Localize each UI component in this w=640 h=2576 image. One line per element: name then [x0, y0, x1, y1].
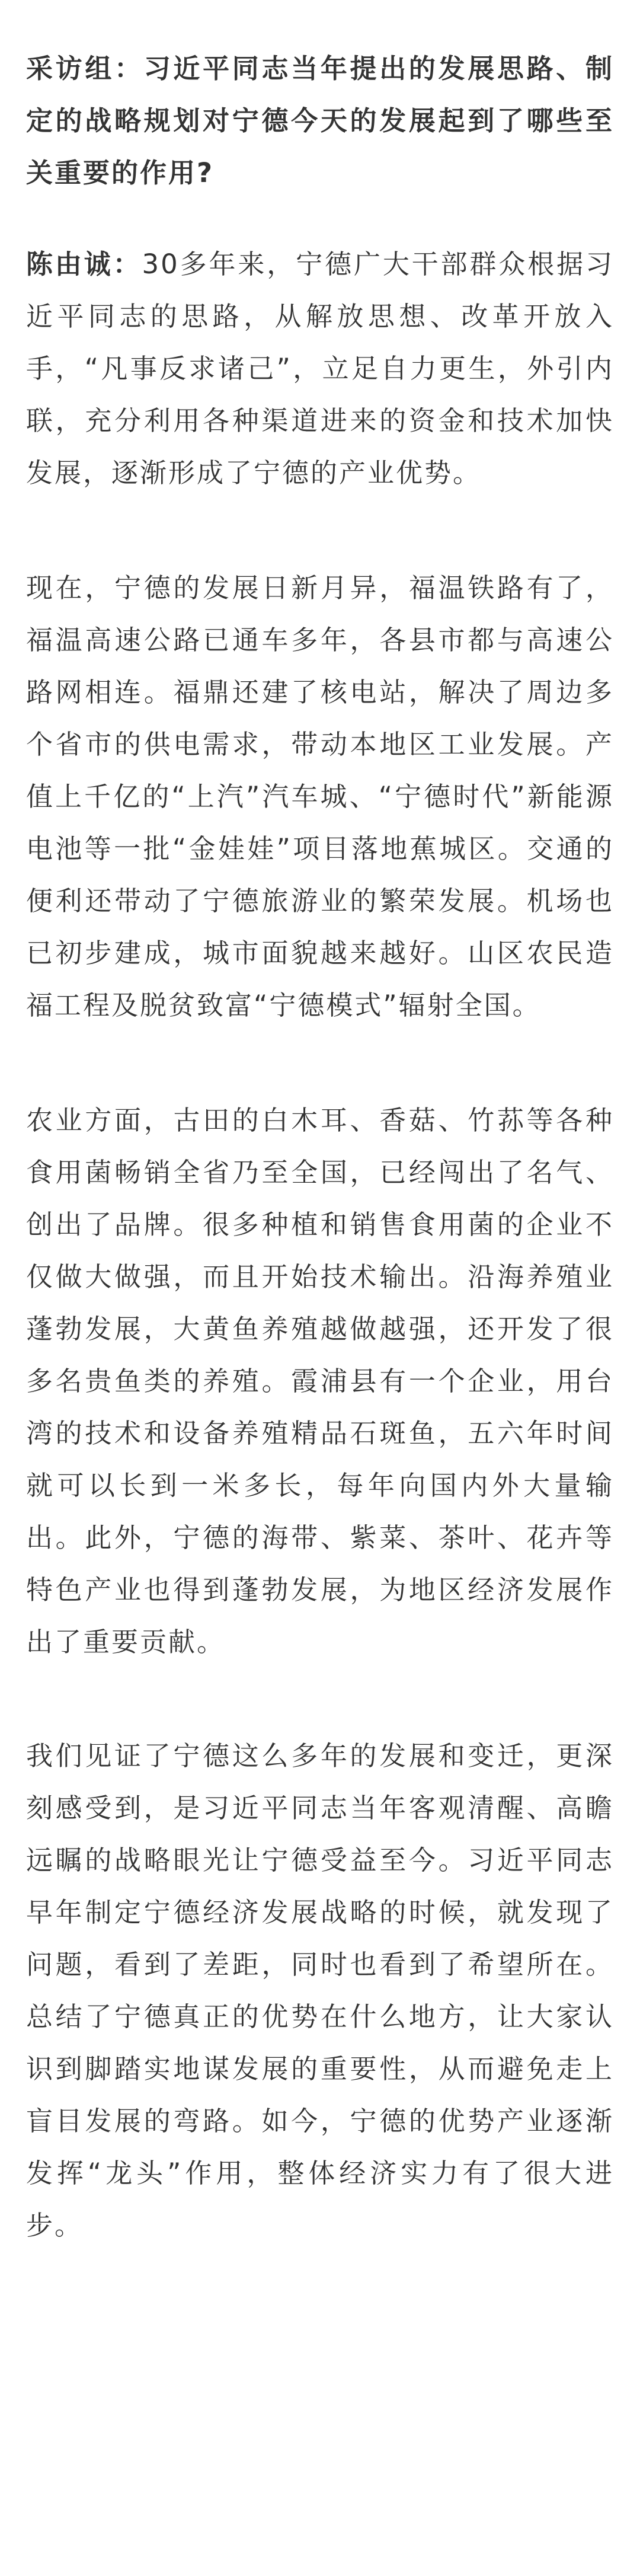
body-paragraph-reflection: 我们见证了宁德这么多年的发展和变迁，更深刻感受到，是习近平同志当年客观清醒、高瞻远瞩的战略眼光让宁德受益至今。习近平同志早年制定宁德经济发展战略的时候，就发现了问题，看到了差距，同时也看到了希望所在。总结了宁德真正的优势在什么地方，让大家认识到脚踏实地谋发展的重要性，从而避免走上盲目发展的弯路。如今，宁德的优势产业逐渐发挥“龙头”作用，整体经济实力有了很大进步。: [26, 1740, 614, 2241]
body-paragraph-development: 现在，宁德的发展日新月异，福温铁路有了，福温高速公路已通车多年，各县市都与高速公路网相连。福鼎还建了核电站，解决了周边多个省市的供电需求，带动本地区工业发展。产值上千亿的“上汽”汽车城、“宁德时代”新能源电池等一批“金娃娃”项目落地蕉城区。交通的便利还带动了宁德旅游业的繁荣发展。机场也已初步建成，城市面貌越来越好。山区农民造福工程及脱贫致富“宁德模式”辐射全国。: [26, 572, 614, 1021]
answer-paragraph: [26, 238, 614, 499]
answer-text: 30多年来，宁德广大干部群众根据习近平同志的思路，从解放思想、改革开放入手，“凡事反求诸己”，立足自力更生，外引内联，充分利用各种渠道进来的资金和技术加快发展，逐渐形成了宁德的产业优势。: [26, 248, 614, 489]
interview-question: 采访组：习近平同志当年提出的发展思路、制定的战略规划对宁德今天的发展起到了哪些至关重要的作用?: [26, 53, 614, 189]
body-paragraph-agriculture: 农业方面，古田的白木耳、香菇、竹荪等各种食用菌畅销全省乃至全国，已经闯出了名气、创出了品牌。很多种植和销售食用菌的企业不仅做大做强，而且开始技术输出。沿海养殖业蓬勃发展，大黄鱼养殖越做越强，还开发了很多名贵鱼类的养殖。霞浦县有一个企业，用台湾的技术和设备养殖精品石斑鱼，五六年时间就可以长到一米多长，每年向国内外大量输出。此外，宁德的海带、紫菜、茶叶、花卉等特色产业也得到蓬勃发展，为地区经济发展作出了重要贡献。: [26, 1105, 614, 1658]
speaker-label: 陈由诚：: [26, 248, 142, 280]
